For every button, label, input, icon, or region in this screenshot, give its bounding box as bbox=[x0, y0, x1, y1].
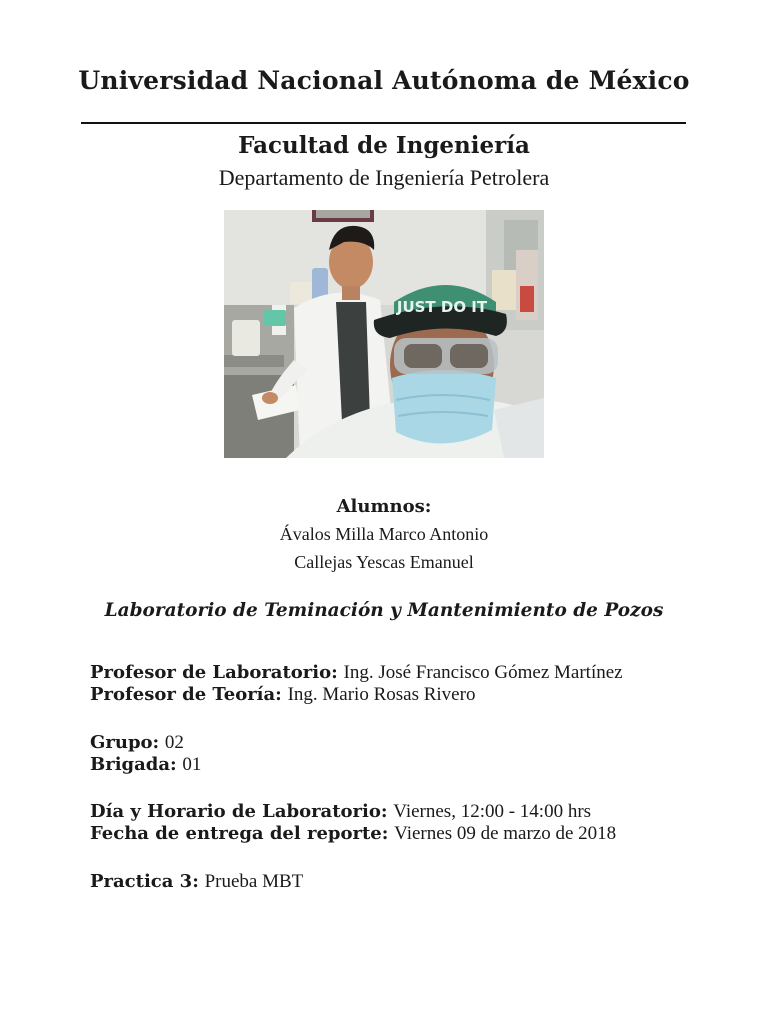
schedule-label: Día y Horario de Laboratorio: bbox=[90, 801, 388, 822]
brigade-label: Brigada: bbox=[90, 754, 177, 775]
theory-professor-line bbox=[90, 684, 475, 706]
student-name: Callejas Yescas Emanuel bbox=[294, 552, 474, 572]
lab-professor-value: Ing. José Francisco Gómez Martínez bbox=[343, 662, 623, 683]
practice-value: Prueba MBT bbox=[204, 871, 304, 892]
students-heading: Alumnos: bbox=[336, 496, 432, 517]
lab-title: Laboratorio de Teminación y Mantenimiento de Pozos bbox=[104, 600, 664, 621]
lab-professor-line bbox=[90, 662, 623, 684]
group-line bbox=[90, 732, 184, 754]
delivery-value: Viernes 09 de marzo de 2018 bbox=[394, 823, 617, 844]
faculty-title: Facultad de Ingeniería bbox=[238, 132, 530, 159]
theory-professor-value: Ing. Mario Rosas Rivero bbox=[287, 684, 476, 705]
practice-line bbox=[90, 871, 303, 893]
brigade-value: 01 bbox=[182, 754, 202, 775]
title-rule bbox=[81, 122, 686, 124]
group-value: 02 bbox=[164, 732, 184, 753]
delivery-line bbox=[90, 823, 616, 845]
brigade-line bbox=[90, 754, 201, 776]
schedule-value: Viernes, 12:00 - 14:00 hrs bbox=[393, 801, 592, 822]
practice-label: Practica 3: bbox=[90, 871, 199, 892]
lab-professor-label: Profesor de Laboratorio: bbox=[90, 662, 338, 683]
schedule-line bbox=[90, 801, 591, 823]
university-title: Universidad Nacional Autónoma de México bbox=[78, 66, 690, 95]
delivery-label: Fecha de entrega del reporte: bbox=[90, 823, 389, 844]
lab-selfie-photo bbox=[224, 210, 544, 458]
student-name: Ávalos Milla Marco Antonio bbox=[279, 524, 489, 544]
group-label: Grupo: bbox=[90, 732, 160, 753]
department-title: Departamento de Ingeniería Petrolera bbox=[218, 165, 550, 190]
theory-professor-label: Profesor de Teoría: bbox=[90, 684, 282, 705]
cap-text: JUST DO IT bbox=[396, 298, 488, 316]
